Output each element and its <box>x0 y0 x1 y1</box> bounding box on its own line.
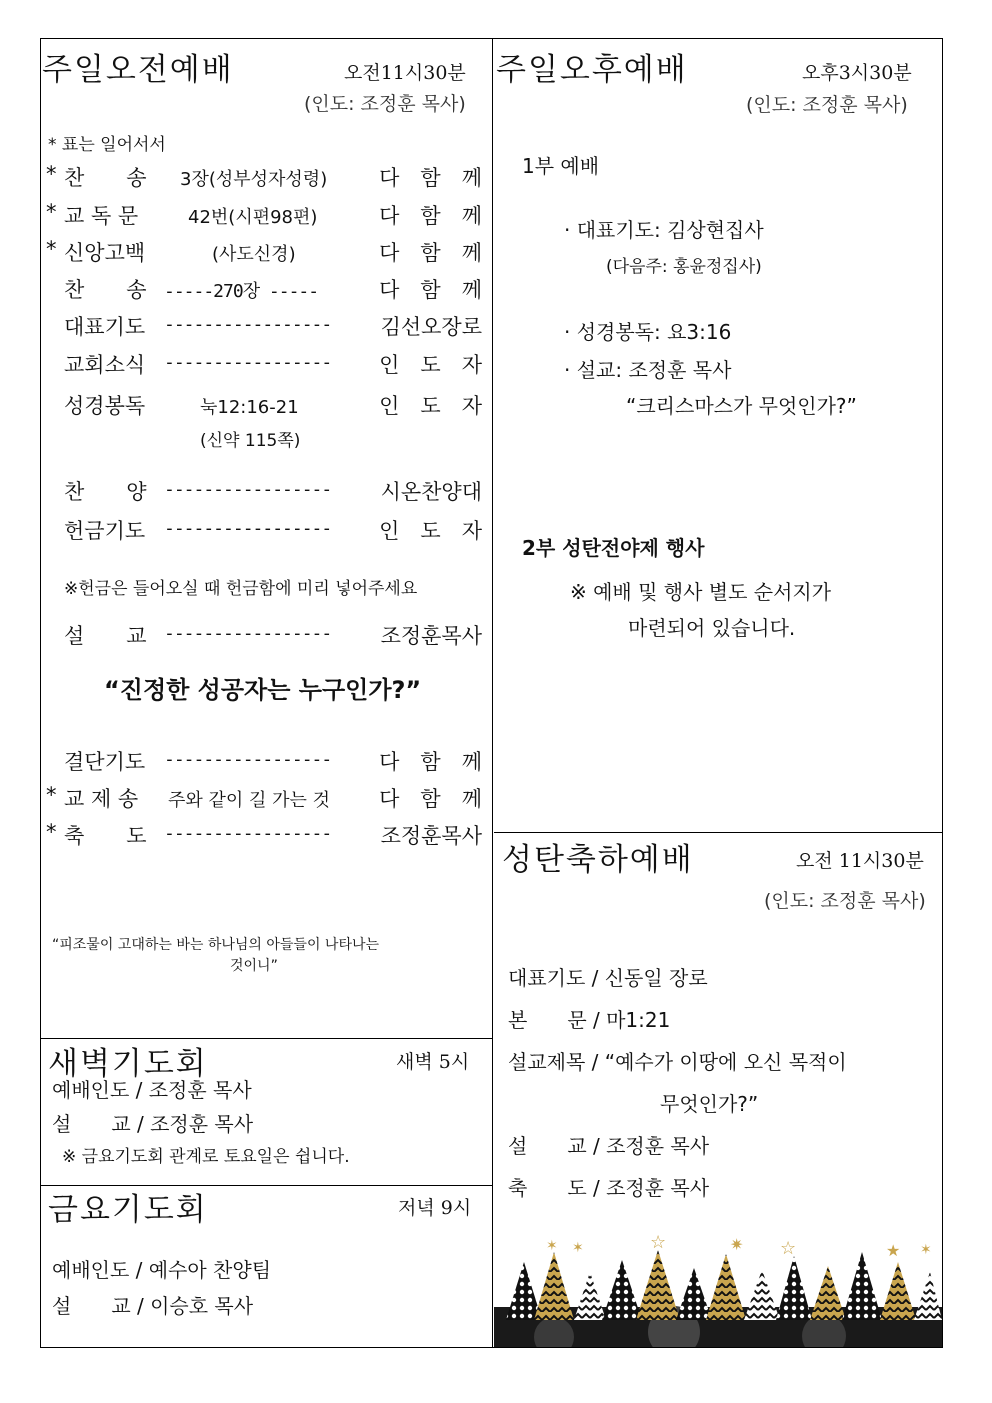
morning-time: 오전11시30분 <box>344 62 466 84</box>
item-detail: 주와 같이 길 가는 것 <box>168 790 330 811</box>
item-who: 다 함 께 <box>379 204 482 228</box>
morning-title: 주일오전예배 <box>42 52 234 88</box>
item-detail: 3장(성부성자성령) <box>180 169 328 190</box>
item-who: 다 함 께 <box>379 166 482 190</box>
svg-text:✶: ✶ <box>572 1240 584 1256</box>
afternoon-prayer: · 대표기도: 김상현집사 <box>564 218 764 242</box>
item-who: 인 도 자 <box>379 353 482 377</box>
christmas-time: 오전 11시30분 <box>796 850 924 872</box>
order-item <box>46 200 486 230</box>
dawn-title: 새벽기도회 <box>48 1046 208 1082</box>
item-name: 교 독 문 <box>64 204 139 228</box>
christmas-trees-decoration <box>494 1232 942 1347</box>
item-name: 교회소식 <box>64 353 146 377</box>
morning-leader: (인도: 조정훈 목사) <box>304 93 466 115</box>
part2-note-2: 마련되어 있습니다. <box>628 616 796 640</box>
item-detail: ----------------- <box>164 749 332 770</box>
item-name: 결단기도 <box>64 750 146 774</box>
christmas-trees-icon <box>494 1232 942 1347</box>
sermon-title: “진정한 성공자는 누구인가?” <box>104 676 422 704</box>
svg-text:✶: ✶ <box>546 1238 558 1254</box>
afternoon-sermon-title: “크리스마스가 무엇인가?” <box>626 394 857 418</box>
item-who: 조정훈목사 <box>380 824 482 848</box>
afternoon-title: 주일오후예배 <box>496 52 688 88</box>
item-name: 찬 양 <box>64 480 147 504</box>
order-item <box>46 311 486 341</box>
christmas-line-5: 축 도 / 조정훈 목사 <box>508 1176 710 1200</box>
order-item <box>46 390 486 420</box>
order-item <box>46 783 486 813</box>
order-item <box>46 237 486 267</box>
order-item <box>46 162 486 192</box>
item-detail: ----------------- <box>164 352 332 373</box>
item-detail: ----------------- <box>164 479 332 500</box>
item-name: 설 교 <box>64 624 147 648</box>
afternoon-prayer-next: (다음주: 홍윤정집사) <box>606 257 762 277</box>
friday-line-1: 예배인도 / 예수아 찬양팀 <box>52 1258 272 1282</box>
afternoon-part1: 1부 예배 <box>522 154 600 178</box>
dawn-note: ※ 금요기도회 관계로 토요일은 쉽니다. <box>62 1147 350 1167</box>
verse-line-2: 것이니” <box>230 958 278 974</box>
item-star: * <box>46 162 57 186</box>
section-divider <box>494 832 943 833</box>
standing-note: * 표는 일어서서 <box>48 135 166 155</box>
dawn-line-1: 예배인도 / 조정훈 목사 <box>52 1078 252 1102</box>
afternoon-leader: (인도: 조정훈 목사) <box>746 94 908 116</box>
item-name: 성경봉독 <box>64 394 146 418</box>
christmas-line-2: 본 문 / 마1:21 <box>508 1008 671 1032</box>
friday-time: 저녁 9시 <box>398 1197 472 1219</box>
item-name: 교 제 송 <box>64 787 139 811</box>
svg-text:★: ★ <box>886 1241 901 1260</box>
dawn-line-2: 설 교 / 조정훈 목사 <box>52 1112 254 1136</box>
afternoon-time: 오후3시30분 <box>802 62 912 84</box>
item-who: 조정훈목사 <box>380 624 482 648</box>
item-star: * <box>46 200 57 224</box>
item-detail: ----------------- <box>164 314 332 335</box>
item-who: 다 함 께 <box>379 787 482 811</box>
item-who: 시온찬양대 <box>380 480 482 504</box>
svg-text:☆: ☆ <box>650 1232 667 1253</box>
item-detail: -----270장 ----- <box>164 281 319 302</box>
friday-title: 금요기도회 <box>48 1192 208 1228</box>
christmas-line-1: 대표기도 / 신동일 장로 <box>508 966 708 990</box>
item-name: 찬 송 <box>64 166 147 190</box>
item-detail: (사도신경) <box>212 244 296 265</box>
christmas-leader: (인도: 조정훈 목사) <box>764 890 926 912</box>
item-detail: 눅12:16-21 <box>200 397 299 418</box>
order-item <box>46 820 486 850</box>
order-item <box>46 349 486 379</box>
scripture-page: (신약 115쪽) <box>200 431 301 451</box>
verse-line-1: “피조물이 고대하는 바는 하나님의 아들들이 나타나는 <box>52 937 380 953</box>
order-item <box>46 746 486 776</box>
order-item-sermon <box>46 620 486 650</box>
afternoon-sermon: · 설교: 조정훈 목사 <box>564 358 732 382</box>
christmas-line-3: 설교제목 / “예수가 이땅에 오신 목적이 <box>508 1050 847 1074</box>
item-detail: ----------------- <box>164 623 332 644</box>
dawn-time: 새벽 5시 <box>396 1051 470 1073</box>
item-who: 다 함 께 <box>379 278 482 302</box>
friday-line-2: 설 교 / 이승호 목사 <box>52 1294 254 1318</box>
svg-text:✶: ✶ <box>920 1242 932 1258</box>
item-name: 찬 송 <box>64 278 147 302</box>
item-who: 다 함 께 <box>379 241 482 265</box>
item-name: 헌금기도 <box>64 519 146 543</box>
afternoon-reading: · 성경봉독: 요3:16 <box>564 320 732 344</box>
column-divider <box>492 38 493 1348</box>
item-who: 다 함 께 <box>379 750 482 774</box>
christmas-line-3b: 무엇인가?” <box>660 1092 759 1116</box>
christmas-title: 성탄축하예배 <box>502 842 694 878</box>
item-star: * <box>46 820 57 844</box>
item-who: 인 도 자 <box>379 394 482 418</box>
christmas-line-4: 설 교 / 조정훈 목사 <box>508 1134 710 1158</box>
item-detail: ----------------- <box>164 518 332 539</box>
item-name: 대표기도 <box>64 315 146 339</box>
item-who: 인 도 자 <box>379 519 482 543</box>
item-detail: ----------------- <box>164 823 332 844</box>
offering-note: ※헌금은 들어오실 때 헌금함에 미리 넣어주세요 <box>64 579 418 599</box>
order-item <box>46 515 486 545</box>
item-name: 신앙고백 <box>64 241 146 265</box>
item-who: 김선오장로 <box>380 315 482 339</box>
part2-note-1: ※ 예배 및 행사 별도 순서지가 <box>570 580 832 604</box>
svg-text:☆: ☆ <box>780 1238 797 1259</box>
afternoon-part2: 2부 성탄전야제 행사 <box>522 536 705 560</box>
item-detail: 42번(시편98편) <box>188 207 318 228</box>
item-star: * <box>46 783 57 807</box>
item-star: * <box>46 237 57 261</box>
order-item <box>46 476 486 506</box>
svg-text:✷: ✷ <box>730 1235 744 1254</box>
order-item <box>46 274 486 304</box>
item-name: 축 도 <box>64 824 147 848</box>
